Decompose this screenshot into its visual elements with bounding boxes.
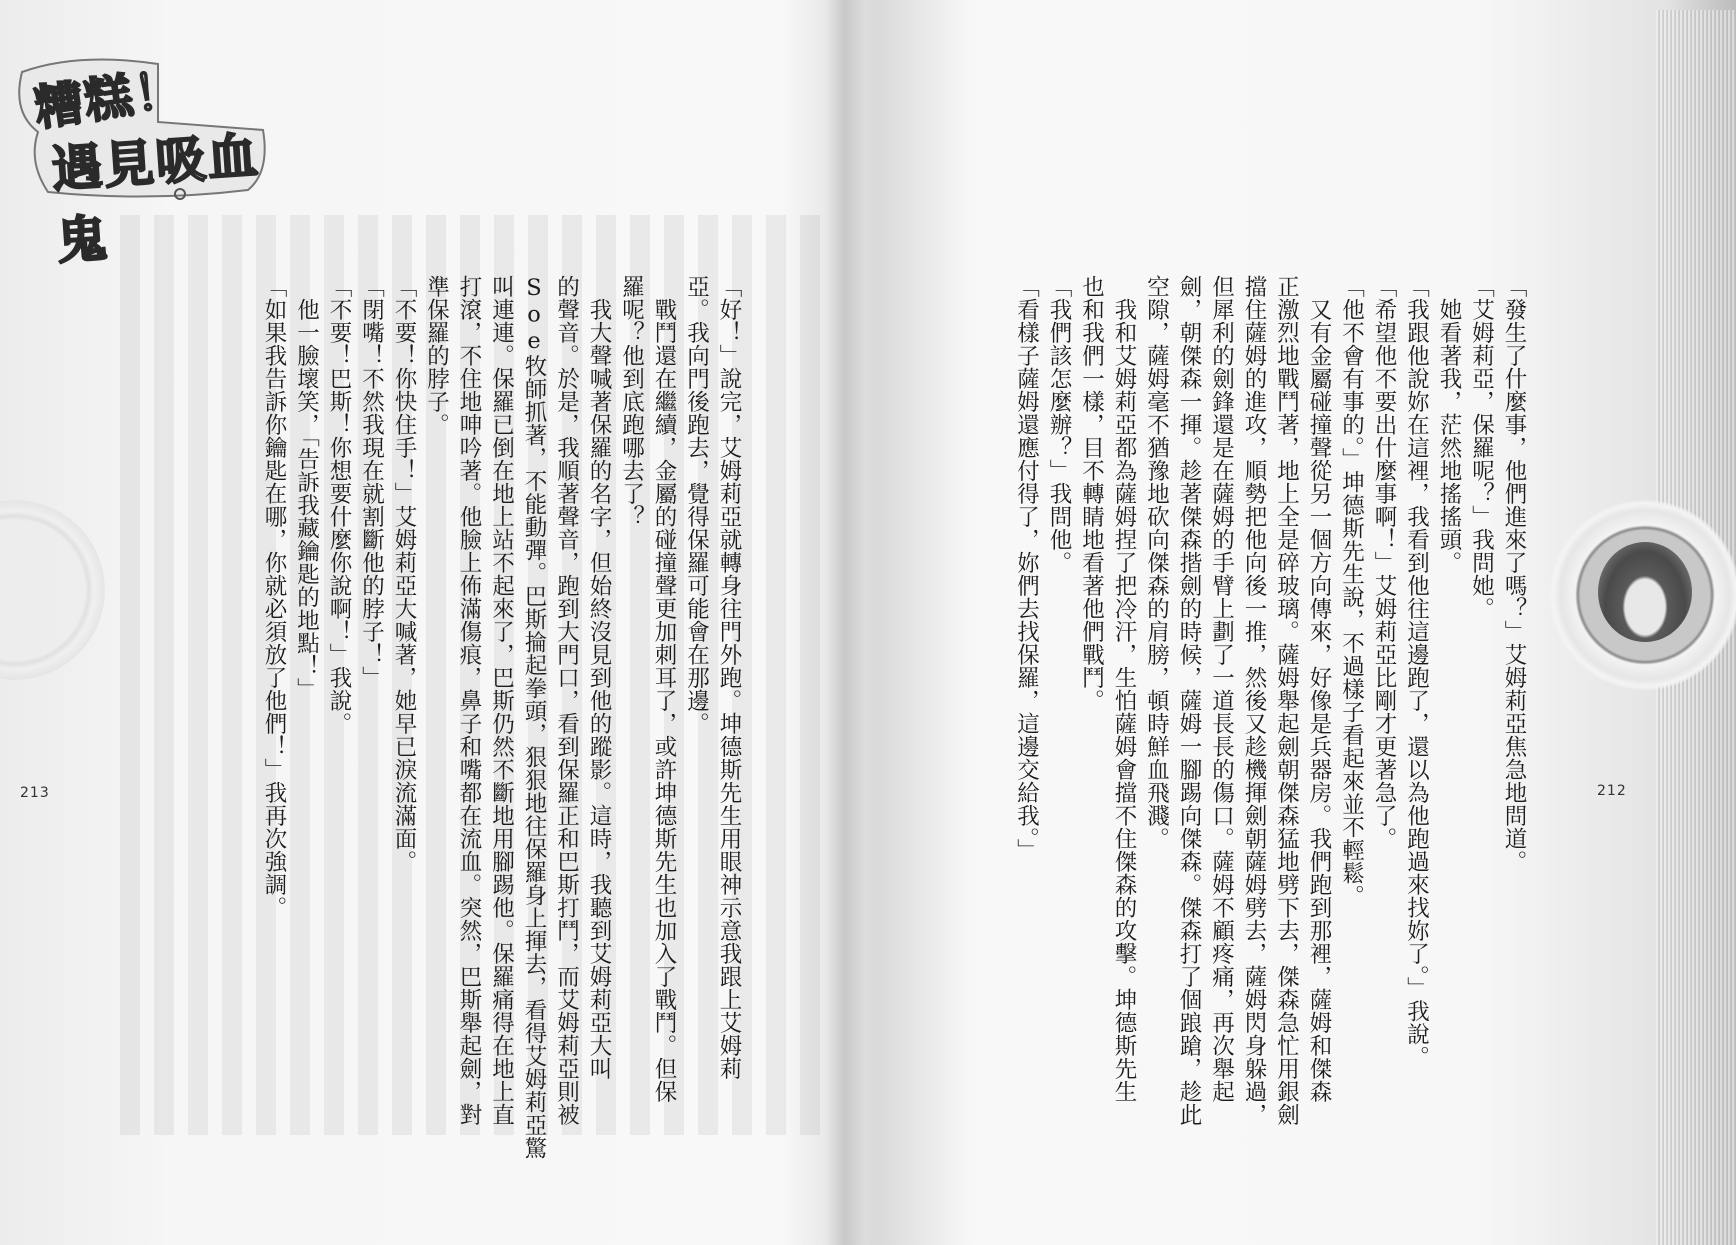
text-column: 她看著我，茫然地搖搖頭。 bbox=[1436, 275, 1462, 574]
text-column: 我大聲喊著保羅的名字，但始終沒見到他的蹤影。這時，我聽到艾姆莉亞大叫 bbox=[586, 275, 612, 1080]
logo-show-through bbox=[1375, 60, 1655, 210]
text-column: 「不要！你快住手！」艾姆莉亞大喊著，她早已淚流滿面。 bbox=[391, 275, 417, 873]
left-page-text bbox=[258, 275, 746, 1160]
text-column: 但犀利的劍鋒還是在薩姆的手臂上劃了一道長長的傷口。薩姆不顧疼痛，再次舉起 bbox=[1208, 275, 1235, 1103]
text-column: 「好！」說完，艾姆莉亞就轉身往門外跑。坤德斯先生用眼神示意我跟上艾姆莉 bbox=[716, 275, 742, 1080]
logo-show-through-text bbox=[1412, 105, 1472, 170]
text-column: 「閉嘴！不然我現在就割斷他的脖子！」 bbox=[358, 275, 385, 689]
text-column: 「不要！巴斯！你想要什麼你說啊！」我說。 bbox=[326, 275, 352, 735]
text-column: 「他不會有事的。」坤德斯先生說，不過樣子看起來並不輕鬆。 bbox=[1338, 275, 1365, 908]
text-column: 戰鬥還在繼續，金屬的碰撞聲更加刺耳了，或許坤德斯先生也加入了戰鬥。但保 bbox=[651, 275, 677, 1103]
text-column: 的聲音。於是，我順著聲音，跑到大門口，看到保羅正和巴斯打鬥，而艾姆莉亞則被 bbox=[553, 275, 580, 1126]
right-page bbox=[845, 0, 1645, 1245]
text-column: 「艾姆莉亞，保羅呢？」我問她。 bbox=[1468, 275, 1495, 620]
text-column: 「如果我告訴你鑰匙在哪，你就必須放了他們！」我再次強調。 bbox=[261, 275, 287, 919]
text-column: 「發生了什麼事，他們進來了嗎？」艾姆莉亞焦急地問道。 bbox=[1501, 275, 1527, 873]
text-column: 又有金屬碰撞聲從另一個方向傳來，好像是兵器房。我們跑到那裡，薩姆和傑森 bbox=[1306, 275, 1332, 1103]
text-column: 「我們該怎麼辦？」我問他。 bbox=[1046, 275, 1072, 574]
text-column: 亞。我向門後跑去，覺得保羅可能會在那邊。 bbox=[683, 275, 710, 735]
text-column: 「看樣子薩姆還應付得了，妳們去找保羅，這邊交給我。」 bbox=[1013, 275, 1040, 862]
text-column: 「希望他不要出什麼事啊！」艾姆莉亞比剛才更著急了。 bbox=[1371, 275, 1397, 850]
text-column: 叫連連。保羅已倒在地上站不起來了，巴斯仍然不斷地用腳踢他。保羅痛得在地上直 bbox=[488, 275, 515, 1126]
page-number: 213 bbox=[20, 785, 50, 801]
text-column: Soe牧師抓著，不能動彈。巴斯掄起拳頭，狠狠地往保羅身上揮去，看得艾姆莉亞驚 bbox=[521, 275, 547, 1160]
left-page bbox=[0, 0, 845, 1245]
text-column: 羅呢？他到底跑哪去了？ bbox=[618, 275, 645, 528]
text-column: 打滾，不住地呻吟著。他臉上佈滿傷痕，鼻子和嘴都在流血。突然，巴斯舉起劍，對 bbox=[456, 275, 482, 1126]
character-portrait-icon bbox=[1598, 542, 1692, 642]
text-column: 劍，朝傑森一揮。趁著傑森揩劍的時候，薩姆一腳踢向傑森。傑森打了個踉蹌，趁此 bbox=[1176, 275, 1202, 1126]
page-number: 212 bbox=[1597, 783, 1627, 799]
text-column: 正激烈地戰鬥著，地上全是碎玻璃。薩姆舉起劍朝傑森猛地劈下去，傑森急忙用銀劍 bbox=[1273, 275, 1300, 1126]
character-portrait-doily bbox=[1550, 500, 1736, 690]
logo-line-2: 遇見吸血鬼 bbox=[50, 126, 262, 271]
doily-decoration bbox=[0, 500, 105, 680]
text-column: 我和艾姆莉亞都為薩姆捏了把冷汗，生怕薩姆會擋不住傑森的攻擊。坤德斯先生 bbox=[1111, 275, 1137, 1103]
series-logo bbox=[8, 52, 278, 271]
text-column: 也和我們一樣，目不轉睛地看著他們戰鬥。 bbox=[1078, 275, 1105, 712]
logo-line-1: 糟糕！ bbox=[31, 60, 188, 138]
text-column: 擋住薩姆的進攻，順勢把他向後一推，然後又趁機揮劍朝薩姆劈去，薩姆閃身躲過， bbox=[1241, 275, 1267, 1126]
text-column: 準保羅的脖子。 bbox=[423, 275, 450, 436]
text-column: 「我跟他說妳在這裡，我看到他往這邊跑了，還以為他跑過來找妳了。」我說。 bbox=[1403, 275, 1430, 1069]
right-page-text bbox=[1010, 275, 1530, 1155]
text-column: 他一臉壞笑，「告訴我藏鑰匙的地點！」 bbox=[293, 275, 320, 701]
text-column: 空隙，薩姆毫不猶豫地砍向傑森的肩膀，頓時鮮血飛濺。 bbox=[1143, 275, 1170, 850]
